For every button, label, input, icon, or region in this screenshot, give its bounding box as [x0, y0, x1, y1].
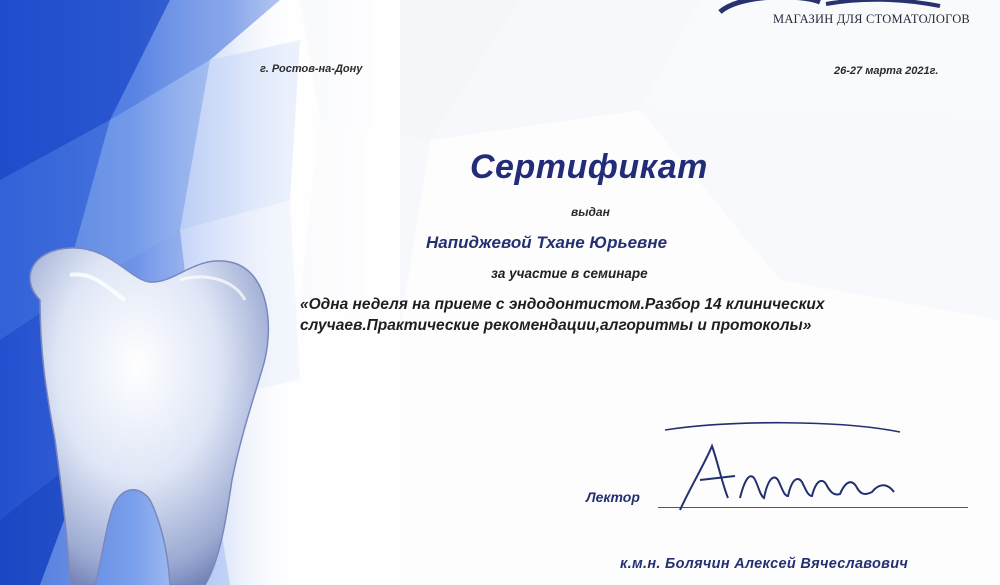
certificate-title: Сертификат	[470, 148, 708, 186]
lecturer-label: Лектор	[586, 489, 640, 505]
recipient-name: Напиджевой Тхане Юрьевне	[426, 233, 668, 252]
issued-label: выдан	[571, 205, 610, 219]
lecturer-signature	[650, 418, 910, 518]
lecturer-name: к.м.н. Болячин Алексей Вячеславович	[620, 556, 909, 572]
seminar-title-line-1: «Одна неделя на приеме с эндодонтистом.Разбор 14 клинических	[300, 296, 825, 313]
city-label: г. Ростов-на-Дону	[260, 63, 363, 75]
seminar-title-line-2: случаев.Практические рекомендации,алгоритмы и протоколы»	[300, 317, 812, 334]
seminar-title	[300, 294, 940, 336]
brand-tagline: МАГАЗИН ДЛЯ СТОМАТОЛОГОВ	[773, 12, 970, 26]
participation-label: за участие в семинаре	[491, 266, 648, 281]
event-date: 26-27 марта 2021г.	[834, 65, 939, 77]
